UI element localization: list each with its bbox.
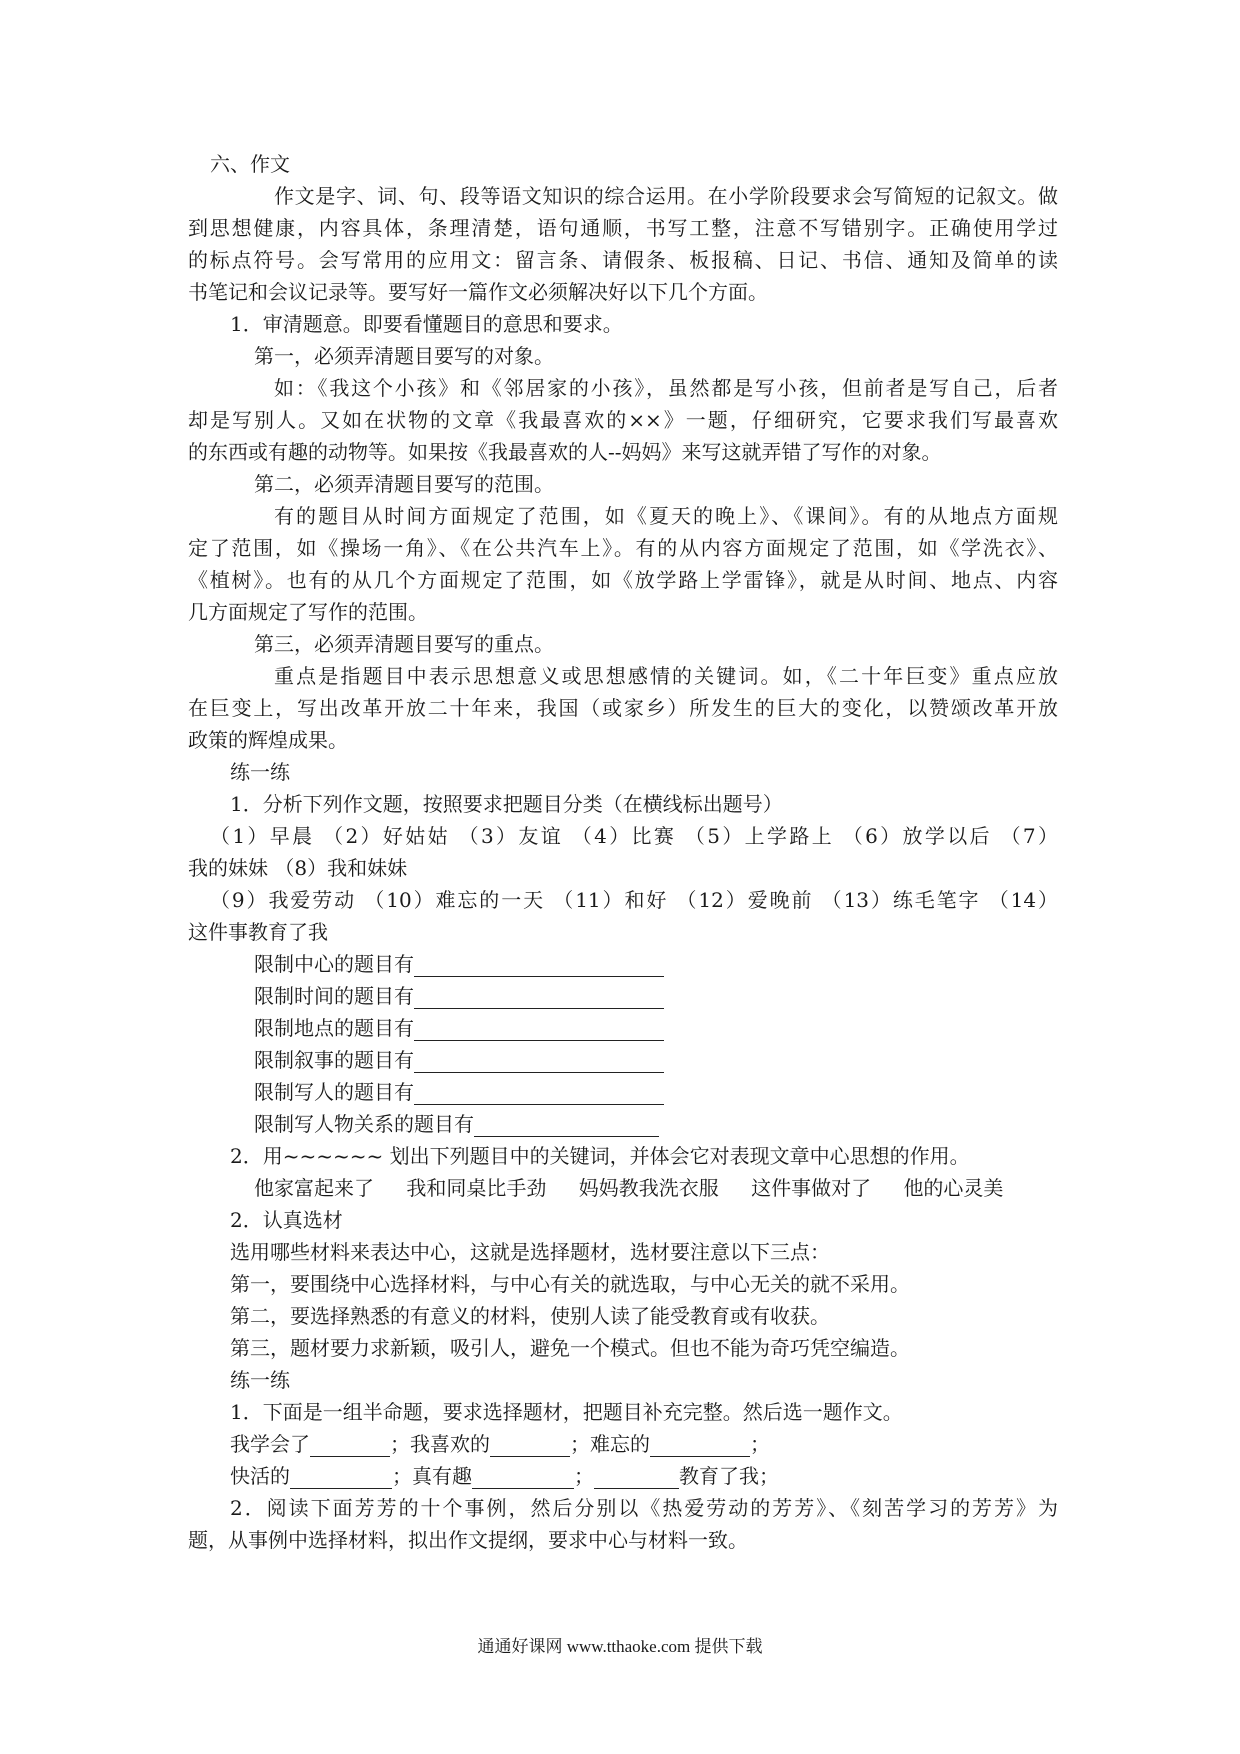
point2-body-line-2: 第一，要围绕中心选择材料，与中心有关的就选取，与中心无关的就不采用。 bbox=[230, 1272, 910, 1296]
fill-row-3 bbox=[188, 1012, 1058, 1044]
answer-blank[interactable] bbox=[594, 1466, 679, 1489]
exercise4-line-2: 题，从事例中选择材料，拟出作文提纲，要求中心与材料一致。 bbox=[188, 1528, 748, 1552]
answer-blank[interactable] bbox=[414, 986, 664, 1009]
essay-title: 他家富起来了 bbox=[254, 1176, 374, 1200]
essay-title: 妈妈教我洗衣服 bbox=[578, 1176, 719, 1200]
section-title: 六、作文 bbox=[210, 152, 290, 176]
third-heading: 第三，必须弄清题目要写的重点。 bbox=[254, 632, 554, 656]
practice1-label: 练一练 bbox=[230, 760, 290, 784]
fill-row-label: 限制时间的题目有 bbox=[254, 984, 414, 1008]
point2-heading: 2．认真选材 bbox=[230, 1208, 343, 1232]
exercise1-heading: 1．分析下列作文题，按照要求把题目分类（在横线标出题号） bbox=[230, 792, 783, 816]
fill-row-2 bbox=[188, 980, 1058, 1012]
point2-body-line-4: 第三，题材要力求新颖，吸引人，避免一个模式。但也不能为奇巧凭空编造。 bbox=[230, 1336, 910, 1360]
essay-title: 这件事做对了 bbox=[751, 1176, 872, 1200]
fill-row-5 bbox=[188, 1076, 1058, 1108]
first-body-line-3: 的东西或有趣的动物等。如果按《我最喜欢的人--妈妈》来写这就弄错了写作的对象。 bbox=[188, 440, 942, 464]
half-title-text: ；难忘的 bbox=[570, 1432, 650, 1456]
fill-row-label: 限制中心的题目有 bbox=[254, 952, 414, 976]
fill-row-label: 限制地点的题目有 bbox=[254, 1016, 414, 1040]
exercise1-items-line-3: （9）我爱劳动 （10）难忘的一天 （11）和好 （12）爱晚前 （13）练毛笔字 （14） bbox=[210, 888, 1058, 912]
half-title-row-2 bbox=[188, 1460, 1058, 1492]
half-title-text: ；真有趣 bbox=[392, 1464, 472, 1488]
fill-row-label: 限制写人的题目有 bbox=[254, 1080, 414, 1104]
third-body-line-3: 政策的辉煌成果。 bbox=[188, 728, 348, 752]
point2-body-line-3: 第二，要选择熟悉的有意义的材料，使别人读了能受教育或有收获。 bbox=[230, 1304, 830, 1328]
document-body bbox=[188, 148, 1058, 1556]
exercise1-items-line-1: （1）早晨 （2）好姑姑 （3）友谊 （4）比赛 （5）上学路上 （6）放学以后 （7） bbox=[210, 824, 1058, 848]
half-title-text: ； bbox=[574, 1464, 594, 1488]
half-title-row-1 bbox=[188, 1428, 1058, 1460]
answer-blank[interactable] bbox=[414, 954, 664, 977]
third-body-line-1: 重点是指题目中表示思想意义或思想感情的关键词。如，《二十年巨变》重点应放 bbox=[274, 664, 1058, 688]
practice2-label: 练一练 bbox=[230, 1368, 290, 1392]
exercise2-heading: 2．用~~~~~~ 划出下列题目中的关键词，并体会它对表现文章中心思想的作用。 bbox=[230, 1144, 970, 1168]
first-body-line-2: 却是写别人。又如在状物的文章《我最喜欢的××》一题，仔细研究，它要求我们写最喜欢 bbox=[188, 408, 1058, 432]
point1-heading: 1．审清题意。即要看懂题目的意思和要求。 bbox=[230, 312, 623, 336]
fill-row-6 bbox=[188, 1108, 1058, 1140]
second-body-line-2: 定了范围，如《操场一角》、《在公共汽车上》。有的从内容方面规定了范围，如《学洗衣》、 bbox=[188, 536, 1058, 560]
point2-body-line-1: 选用哪些材料来表达中心，这就是选择题材，选材要注意以下三点： bbox=[230, 1240, 830, 1264]
intro-line-3: 的标点符号。会写常用的应用文：留言条、请假条、板报稿、日记、书信、通知及简单的读 bbox=[188, 248, 1058, 272]
answer-blank[interactable] bbox=[414, 1018, 664, 1041]
answer-blank[interactable] bbox=[650, 1434, 750, 1457]
exercise1-items-line-2: 我的妹妹 （8）我和妹妹 bbox=[188, 856, 408, 880]
exercise3-heading: 1．下面是一组半命题，要求选择题材，把题目补充完整。然后选一题作文。 bbox=[230, 1400, 903, 1424]
half-title-text: ； bbox=[750, 1432, 770, 1456]
answer-blank[interactable] bbox=[472, 1466, 574, 1489]
half-title-text: 我学会了 bbox=[230, 1432, 310, 1456]
half-title-text: ；我喜欢的 bbox=[390, 1432, 490, 1456]
exercise4-line-1: 2．阅读下面芳芳的十个事例，然后分别以《热爱劳动的芳芳》、《刻苦学习的芳芳》为 bbox=[230, 1496, 1058, 1520]
fill-row-4 bbox=[188, 1044, 1058, 1076]
exercise2-titles bbox=[188, 1172, 1058, 1204]
half-title-text: 教育了我； bbox=[679, 1464, 779, 1488]
first-body-line-1: 如：《我这个小孩》和《邻居家的小孩》，虽然都是写小孩，但前者是写自己，后者 bbox=[274, 376, 1058, 400]
page-footer: 通通好课网 www.tthaoke.com 提供下载 bbox=[477, 1637, 763, 1656]
third-body-line-2: 在巨变上，写出改革开放二十年来，我国（或家乡）所发生的巨大的变化，以赞颂改革开放 bbox=[188, 696, 1058, 720]
answer-blank[interactable] bbox=[490, 1434, 570, 1457]
fill-row-label: 限制写人物关系的题目有 bbox=[254, 1112, 474, 1136]
essay-title: 他的心灵美 bbox=[903, 1176, 1004, 1200]
exercise1-items-line-4: 这件事教育了我 bbox=[188, 920, 328, 944]
answer-blank[interactable] bbox=[290, 1466, 392, 1489]
second-heading: 第二，必须弄清题目要写的范围。 bbox=[254, 472, 554, 496]
answer-blank[interactable] bbox=[310, 1434, 390, 1457]
first-heading: 第一，必须弄清题目要写的对象。 bbox=[254, 344, 554, 368]
fill-row-1 bbox=[188, 948, 1058, 980]
half-title-text: 快活的 bbox=[230, 1464, 290, 1488]
answer-blank[interactable] bbox=[474, 1114, 659, 1137]
intro-line-4: 书笔记和会议记录等。要写好一篇作文必须解决好以下几个方面。 bbox=[188, 280, 768, 304]
essay-title: 我和同桌比手劲 bbox=[406, 1176, 547, 1200]
fill-row-label: 限制叙事的题目有 bbox=[254, 1048, 414, 1072]
second-body-line-3: 《植树》。也有的从几个方面规定了范围，如《放学路上学雷锋》，就是从时间、地点、内容 bbox=[188, 568, 1058, 592]
answer-blank[interactable] bbox=[414, 1082, 664, 1105]
intro-line-2: 到思想健康，内容具体，条理清楚，语句通顺，书写工整，注意不写错别字。正确使用学过 bbox=[188, 216, 1058, 240]
second-body-line-1: 有的题目从时间方面规定了范围，如《夏天的晚上》、《课间》。有的从地点方面规 bbox=[274, 504, 1058, 528]
intro-line-1: 作文是字、词、句、段等语文知识的综合运用。在小学阶段要求会写简短的记叙文。做 bbox=[274, 184, 1058, 208]
second-body-line-4: 几方面规定了写作的范围。 bbox=[188, 600, 428, 624]
answer-blank[interactable] bbox=[414, 1050, 664, 1073]
